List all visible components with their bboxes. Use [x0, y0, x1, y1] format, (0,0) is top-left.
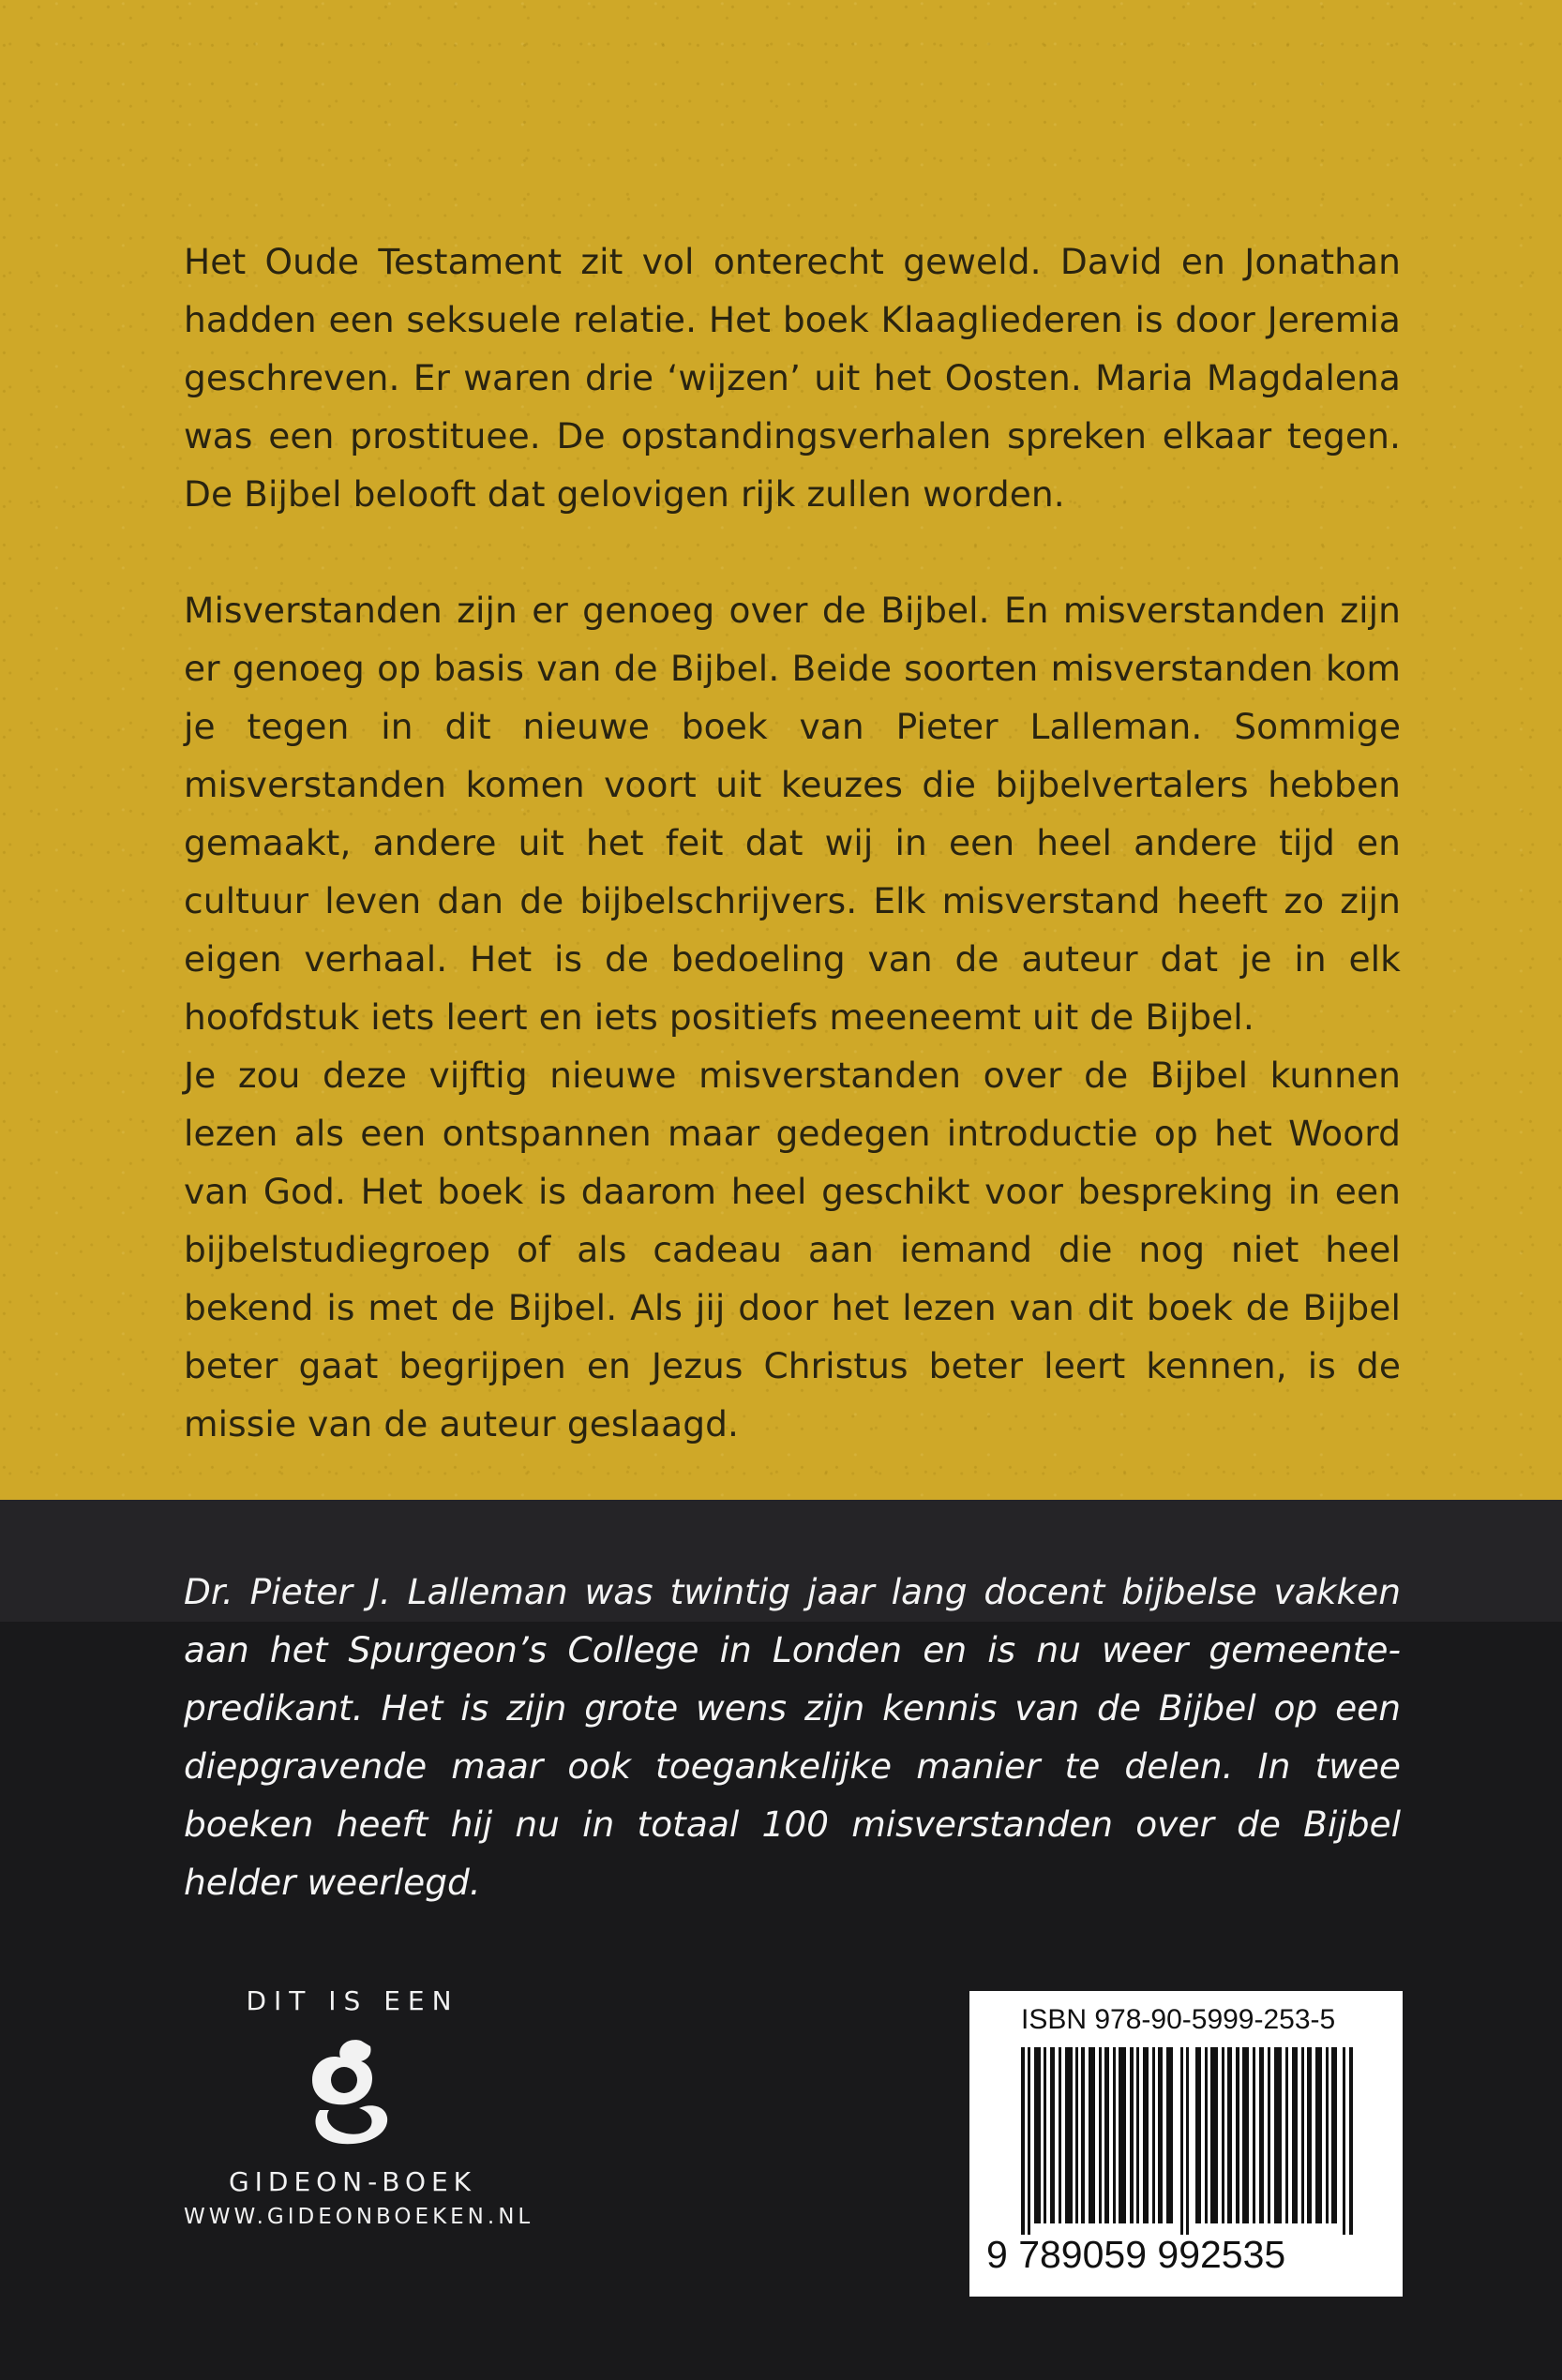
- isbn-barcode: [969, 1991, 1403, 2297]
- publisher-brand: [184, 1985, 534, 2229]
- barcode-digits: 9 789059 992535: [986, 2233, 1286, 2276]
- barcode-bars: [1021, 2047, 1359, 2235]
- blurb-paragraph-misconceptions-list: Het Oude Testament zit vol onterecht geweld. David en Jonathan hadden een seksuele relatie. Het boek Klaagliederen is door Jeremia geschreven. Er waren drie ‘wijzen’ uit het Oosten. Maria Magdalena was een prostituee. De opstandingsverhalen spreken elkaar tegen. De Bijbel belooft dat gelovigen rijk zullen worden.: [184, 241, 1401, 515]
- blurb-text: [184, 232, 1401, 1453]
- publisher-tagline: DIT IS EEN: [246, 1985, 459, 2016]
- blurb-paragraph-purpose: Je zou deze vijftig nieuwe misverstanden over de Bijbel kunnen lezen als een ontspannen maar gedegen introductie op het Woord van God. Het boek is daarom heel geschikt voor bespreking in een bijbelstudiegroep of als cadeau aan iemand die nog niet heel bekend is met de Bijbel. Als jij door het lezen van dit boek de Bijbel beter gaat begrijpen en Jezus Christus beter leert kennen, is de missie van de auteur geslaagd.: [184, 1055, 1401, 1444]
- gideon-g-logo-icon: [292, 2031, 413, 2153]
- paragraph-spacer: [184, 523, 1401, 581]
- blurb-paragraph-about-book: Misverstanden zijn er genoeg over de Bijbel. En misverstanden zijn er genoeg op basis van de Bijbel. Beide soorten misverstanden kom je tegen in dit nieuwe boek van Pieter Lalleman. Sommige misverstanden komen voort uit keuzes die bijbelvertalers hebben gemaakt, andere uit het feit dat wij in een heel andere tijd en cultuur leven dan de bijbelschrijvers. Elk misverstand heeft zo zijn eigen verhaal. Het is de bedoeling van de auteur dat je in elk hoofdstuk iets leert en iets positiefs meeneemt uit de Bijbel.: [184, 590, 1401, 1038]
- publisher-name: GIDEON-BOEK: [228, 2166, 477, 2197]
- isbn-label: ISBN 978-90-5999-253-5: [1021, 2004, 1336, 2035]
- publisher-url: WWW.GIDEONBOEKEN.NL: [184, 2205, 534, 2229]
- author-bio: Dr. Pieter J. Lalleman was twintig jaar lang docent bijbelse vakken aan het Spurgeon’s College in Londen en is nu weer gemeente-predikant. Het is zijn grote wens zijn kennis van de Bijbel op een diepgravende maar ook toegankelijke manier te delen. In twee boeken heeft hij nu in totaal 100 misverstanden over de Bijbel helder weerlegd.: [184, 1571, 1401, 1903]
